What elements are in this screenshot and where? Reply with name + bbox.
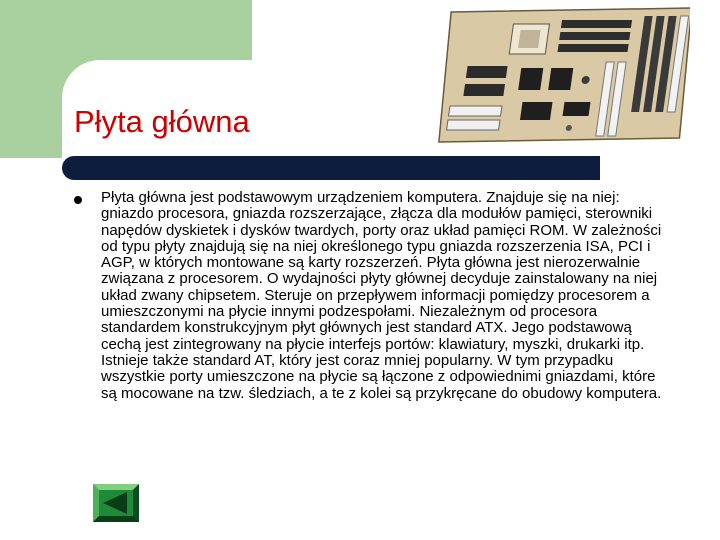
bullet-icon: [74, 196, 82, 204]
bullet-description: jest podstawowym urządzeniem komputera. Znajduje się na niej: gniazdo procesora, gniazda rozszerzające, złącza dla modułów pamięci, sterowniki napędów dyskietek i dysków twardych, porty oraz układ pamięci ROM. W zależności od typu płyty znajdują się na niej określonego typu gniazda rozszerzenia ISA, PCI i AGP, w których montowane są karty rozszerzeń. Płyta główna jest nierozerwalnie związana z procesorem. O wydajności płyty głównej decyduje zainstalowany na niej układ zwany chipsetem. Steruje on przepływem informacji pomiędzy procesorem a umieszczonymi na płycie innymi podzespołami. Niezależnym od procesora standardem konstrukcyjnym płyt głównych jest standard ATX. Jego podstawową cechą jest zintegrowany na płycie interfejs portów: klawiatury, myszki, drukarki itp. Istnieje także standard AT, który jest coraz mniej popularny. W tym przypadku wszystkie porty umieszczone na płycie są łączone z odpowiednimi gniazdami, które są mocowane na tzw. śledziach, a te z kolei są przykręcane do obudowy komputera.: [101, 189, 662, 402]
slide-title: Płyta główna: [74, 104, 250, 139]
motherboard-image: [432, 6, 690, 144]
bullet-lead-term: Płyta główna: [101, 189, 187, 206]
back-arrow-icon[interactable]: [93, 484, 139, 522]
slide-body-text: [101, 190, 673, 402]
title-divider-bar: [62, 156, 600, 180]
